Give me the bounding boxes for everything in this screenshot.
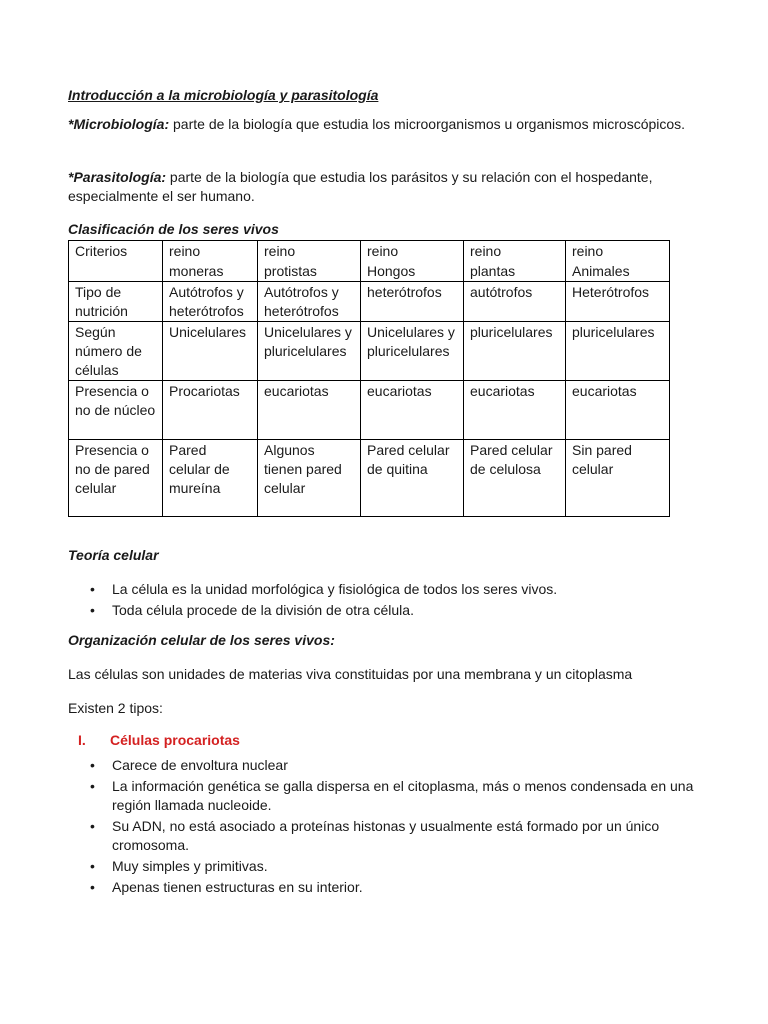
table-cell: Unicelulares y pluricelulares (258, 322, 361, 381)
table-header-cell: plantas (464, 261, 566, 282)
table-cell: eucariotas (464, 381, 566, 440)
table-cell: Unicelulares y pluricelulares (361, 322, 464, 381)
table-cell: Según número de células (69, 322, 163, 381)
section-heading-organizacion: Organización celular de los seres vivos: (68, 632, 335, 648)
table-cell: eucariotas (361, 381, 464, 440)
table-cell: Tipo de nutrición (69, 282, 163, 322)
table-header-cell: reino (361, 241, 464, 262)
table-cell: Presencia o no de pared celular (69, 440, 163, 517)
table-cell: pluricelulares (566, 322, 670, 381)
classification-table (68, 240, 670, 517)
definition-microbiologia (68, 115, 704, 134)
definition-term: *Microbiología: (68, 116, 170, 132)
table-header-cell: reino (163, 241, 258, 262)
table-header-row (69, 261, 670, 282)
table-row (69, 440, 670, 517)
table-cell: Autótrofos y heterótrofos (258, 282, 361, 322)
table-cell: Procariotas (163, 381, 258, 440)
table-cell: Pared celular de mureína (163, 440, 258, 517)
table-cell: Pared celular de celulosa (464, 440, 566, 517)
definition-term: *Parasitología: (68, 169, 167, 185)
heading-number: I. (78, 732, 86, 748)
heading-text: Células procariotas (110, 732, 240, 748)
list-item: • Apenas tienen estructuras en su interior. (68, 878, 708, 897)
table-header-cell: protistas (258, 261, 361, 282)
table-header-cell: moneras (163, 261, 258, 282)
table-cell: Heterótrofos (566, 282, 670, 322)
organizacion-types: Existen 2 tipos: (68, 700, 163, 716)
table-cell: eucariotas (258, 381, 361, 440)
table-cell: eucariotas (566, 381, 670, 440)
definition-text: parte de la biología que estudia los microorganismos u organismos microscópicos. (169, 116, 686, 132)
list-item: • Toda célula procede de la división de otra célula. (68, 601, 708, 620)
table-cell: Unicelulares (163, 322, 258, 381)
section-heading-procariotas (78, 732, 240, 748)
list-item: • La célula es la unidad morfológica y fisiológica de todos los seres vivos. (68, 580, 708, 599)
table-header-row (69, 241, 670, 262)
table-header-cell: Hongos (361, 261, 464, 282)
teoria-list (68, 580, 708, 622)
table-cell: Autótrofos y heterótrofos (163, 282, 258, 322)
section-heading-teoria: Teoría celular (68, 547, 159, 563)
table-cell: Presencia o no de núcleo (69, 381, 163, 440)
table-cell: heterótrofos (361, 282, 464, 322)
table-cell: Sin pared celular (566, 440, 670, 517)
table-header-cell (69, 261, 163, 282)
definition-parasitologia (68, 168, 704, 206)
table-cell: pluricelulares (464, 322, 566, 381)
table-header-cell: reino (566, 241, 670, 262)
table-cell: autótrofos (464, 282, 566, 322)
table-header-cell: Criterios (69, 241, 163, 262)
list-item: • Carece de envoltura nuclear (68, 756, 708, 775)
definition-text: parte de la biología que estudia los parásitos y su relación con el hospedante, especialmente el ser humano. (68, 169, 653, 204)
procariotas-list (68, 756, 708, 899)
table-header-cell: reino (464, 241, 566, 262)
table-header-cell: Animales (566, 261, 670, 282)
table-caption: Clasificación de los seres vivos (68, 221, 279, 237)
document-title: Introducción a la microbiología y parasitología (68, 87, 379, 103)
table-row (69, 322, 670, 381)
organizacion-intro: Las células son unidades de materias viva constituidas por una membrana y un citoplasma (68, 666, 633, 682)
table-row (69, 381, 670, 440)
list-item: • Muy simples y primitivas. (68, 857, 708, 876)
table-cell: Algunos tienen pared celular (258, 440, 361, 517)
list-item: • La información genética se galla dispersa en el citoplasma, más o menos condensada en una región llamada nucleoide. (68, 777, 708, 815)
table-row (69, 282, 670, 322)
table-header-cell: reino (258, 241, 361, 262)
list-item: • Su ADN, no está asociado a proteínas histonas y usualmente está formado por un único cromosoma. (68, 817, 708, 855)
table-cell: Pared celular de quitina (361, 440, 464, 517)
